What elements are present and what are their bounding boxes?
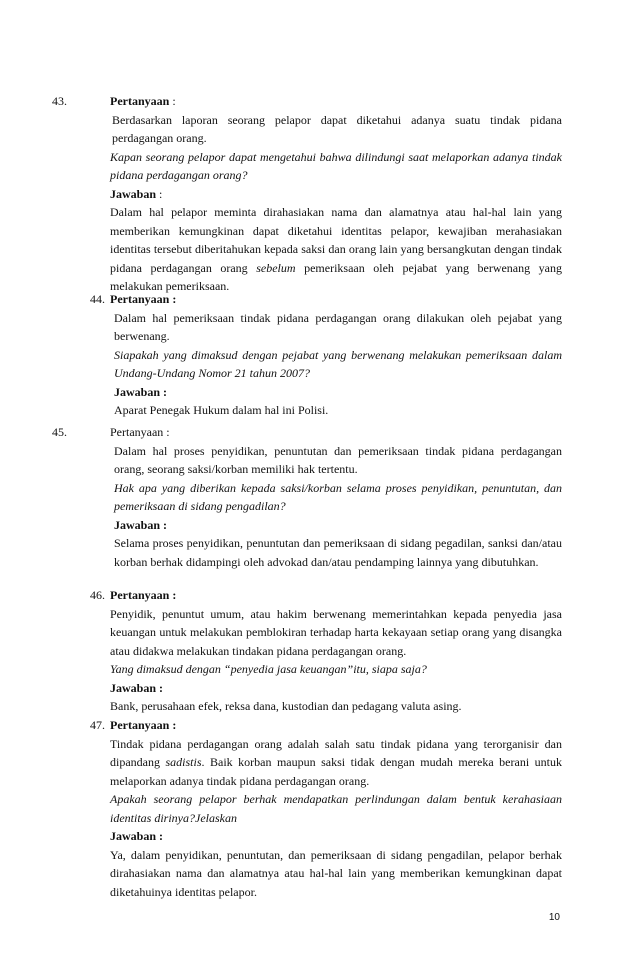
question-context: Dalam hal pemeriksaan tindak pidana perdagangan orang dilakukan oleh pejabat yang berwenang.: [114, 310, 562, 343]
answer-text: Ya, dalam penyidikan, penuntutan, dan pemeriksaan di sidang pengadilan, pelapor berhak dirahasiakan nama dan alamatnya atau hal-hal lain yang memberikan kemungkinan dapat diketahuinya identitas pelapor.: [110, 847, 562, 899]
item-number: 47.: [90, 718, 105, 732]
question-label: Pertanyaan :: [110, 588, 177, 602]
question-text: Hak apa yang diberikan kepada saksi/korban selama proses penyidikan, penuntutan, dan pemeriksaan di sidang pengadilan?: [114, 480, 562, 513]
answer-label: Jawaban :: [114, 517, 168, 532]
item-number: 43.: [52, 94, 67, 108]
answer-label: Jawaban :: [110, 829, 164, 843]
answer-text: Selama proses penyidikan, penuntutan dan pemeriksaan di sidang pegadilan, sanksi dan/atau korban berhak didampingi oleh advokad dan/atau pendamping lainnya yang dibutuhkan.: [114, 536, 562, 569]
question-text: Siapakah yang dimaksud dengan pejabat yang berwenang melakukan pemeriksaan dalam Undang-Undang Nomor 21 tahun 2007?: [114, 347, 562, 380]
question-label: Pertanyaan :: [110, 718, 177, 732]
qa-body: [110, 716, 562, 901]
answer-text: Bank, perusahaan efek, reksa dana, kustodian dan pedagang valuta asing.: [110, 699, 462, 713]
page-number: 10: [548, 912, 560, 923]
qa-body: [110, 92, 562, 296]
qa-body: [110, 586, 562, 716]
answer-colon: :: [156, 186, 163, 201]
question-text: Kapan seorang pelapor dapat mengetahui bahwa dilindungi saat melaporkan adanya tindak pidana perdagangan orang?: [110, 149, 562, 182]
qa-body: [110, 290, 562, 420]
item-number: 45.: [52, 425, 67, 439]
answer-label: Jawaban: [110, 186, 157, 201]
question-text: Apakah seorang pelapor berhak mendapatkan perlindungan dalam bentuk kerahasiaan identitas dirinya?Jelaskan: [110, 792, 562, 825]
question-context: Penyidik, penuntut umum, atau hakim berwenang memerintahkan kepada penyedia jasa keuangan untuk melakukan pemblokiran terhadap harta kekayaan setiap orang yang disangka atau didakwa melakukan tindakan pidana perdagangan orang.: [110, 606, 562, 658]
question-label: Pertanyaan :: [110, 292, 177, 306]
question-text: Yang dimaksud dengan “penyedia jasa keuangan”itu, siapa saja?: [110, 662, 427, 676]
question-label: Pertanyaan: [110, 94, 170, 108]
question-context: Berdasarkan laporan seorang pelapor dapat diketahui adanya suatu tindak pidana perdagangan orang.: [112, 112, 562, 145]
item-number: 44.: [90, 292, 105, 306]
qa-body: [110, 423, 562, 571]
answer-label: Jawaban :: [114, 384, 168, 399]
question-context: Tindak pidana perdagangan orang adalah salah satu tindak pidana yang terorganisir dan dipandang sadistis. Baik korban maupun saksi tidak dengan mudah mereka berani untuk melaporkan adanya tindak pidana perdagangan orang.: [110, 736, 562, 788]
answer-text: Aparat Penegak Hukum dalam hal ini Polisi.: [114, 403, 329, 417]
question-context: Dalam hal proses penyidikan, penuntutan dan pemeriksaan tindak pidana perdagangan orang, seorang saksi/korban memiliki hak tertentu.: [114, 443, 562, 476]
question-colon: :: [169, 94, 176, 108]
answer-label: Jawaban :: [110, 680, 164, 695]
question-label: Pertanyaan :: [110, 425, 170, 439]
item-number: 46.: [90, 588, 105, 602]
answer-text: Dalam hal pelapor meminta dirahasiakan nama dan alamatnya atau hal-hal lain yang memberikan kemungkinan dapat diketahui identitas pelapor, kewajiban merahasiakan identitas tersebut diberitahukan kepada saksi dan orang lain yang bersangkutan dengan tindak pidana perdagangan orang sebelum pemeriksaan oleh pejabat yang berwenang yang melakukan pemeriksaan.: [110, 205, 562, 293]
